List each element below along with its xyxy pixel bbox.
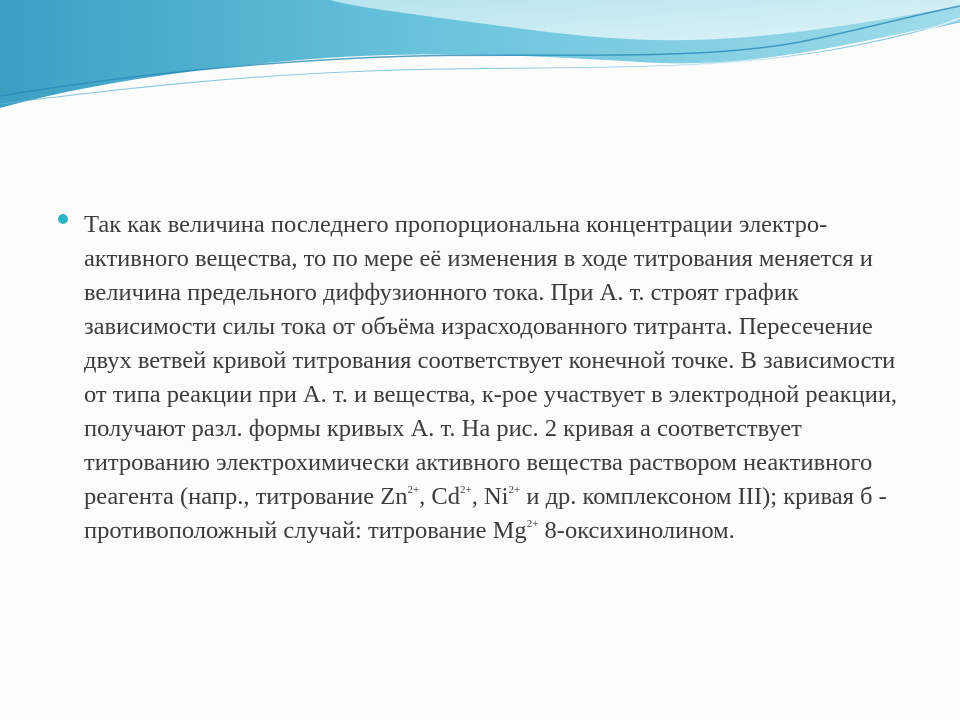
dot-bullet-icon bbox=[58, 214, 68, 224]
body-paragraph bbox=[84, 208, 918, 548]
charge-superscript: 2+ bbox=[508, 483, 521, 496]
charge-superscript: 2+ bbox=[407, 483, 420, 496]
paragraph-text-1: Так как величина последнего пропорциональна концентрации электро- активного вещества, то по мере её изменения в ходе титрования меняется и величина предельного диффузионного тока. При А. т. строят график зависимости силы тока от объёма израсходованного титранта. Пересечение двух ветвей кривой титрования соответствует конечной точке. В зависимости от типа реакции при А. т. и вещества, к-рое участвует в электродной реакции, получают разл. формы кривых А. т. На рис. 2 кривая а соответствует титрованию электрохимически активного вещества раствором неактивного реагента (напр., титрование Zn bbox=[84, 211, 898, 510]
paragraph-text-3: , Ni bbox=[471, 483, 509, 510]
paragraph-text-2: , Cd bbox=[419, 483, 461, 510]
paragraph-text-5: 8-оксихинолином. bbox=[538, 517, 735, 544]
charge-superscript: 2+ bbox=[526, 517, 539, 530]
charge-superscript: 2+ bbox=[460, 483, 472, 496]
header-wave-decoration bbox=[0, 0, 960, 140]
bullet-item bbox=[58, 208, 918, 548]
slide-content bbox=[58, 208, 918, 548]
paragraph-text-4: и др. комплексоном III); кривая б - противоположный случай: титрование Mg bbox=[84, 483, 887, 544]
